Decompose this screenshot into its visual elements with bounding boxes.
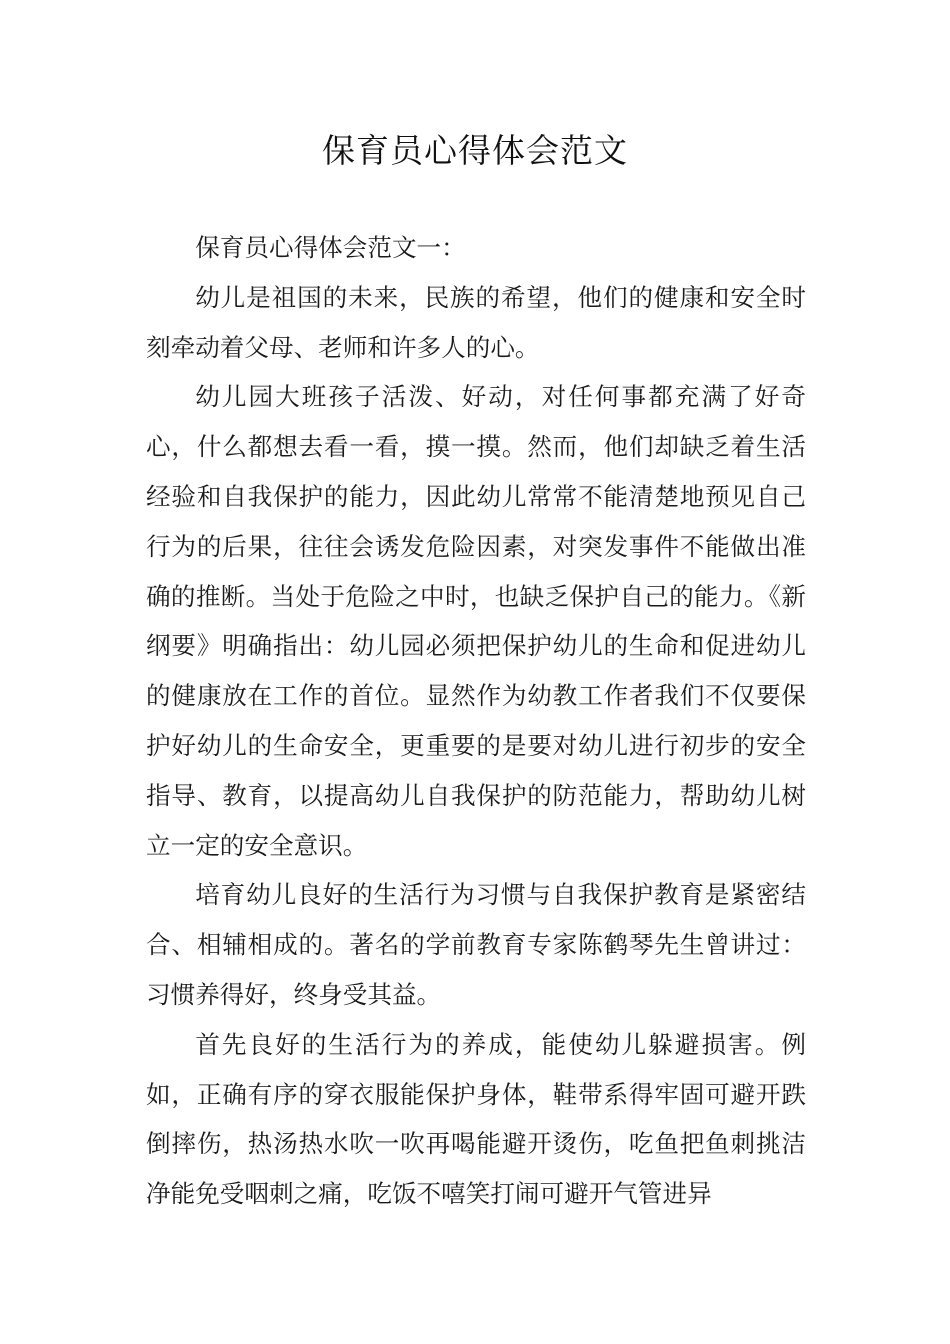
document-title: 保育员心得体会范文 — [322, 131, 628, 170]
paragraph: 幼儿是祖国的未来，民族的希望，他们的健康和安全时刻牵动着父母、老师和许多人的心。 — [146, 282, 806, 362]
paragraph: 幼儿园大班孩子活泼、好动，对任何事都充满了好奇心，什么都想去看一看，摸一摸。然而，他们却缺乏着生活经验和自我保护的能力，因此幼儿常常不能清楚地预见自己行为的后果，往往会诱发危险因素，对突发事件不能做出准确的推断。当处于危险之中时，也缺乏保护自己的能力。《新纲要》明确指出：幼儿园必须把保护幼儿的生命和促进幼儿的健康放在工作的首位。显然作为幼教工作者我们不仅要保护好幼儿的生命安全，更重要的是要对幼儿进行初步的安全指导、教育，以提高幼儿自我保护的防范能力，帮助幼儿树立一定的安全意识。 — [146, 382, 806, 860]
document-body — [146, 223, 806, 1219]
paragraph: 培育幼儿良好的生活行为习惯与自我保护教育是紧密结合、相辅相成的。著名的学前教育专家陈鹤琴先生曾讲过：习惯养得好，终身受其益。 — [146, 880, 806, 1009]
paragraph-section-heading: 保育员心得体会范文一： — [195, 233, 466, 262]
paragraph: 首先良好的生活行为的养成，能使幼儿躲避损害。例如，正确有序的穿衣服能保护身体，鞋带系得牢固可避开跌倒摔伤，热汤热水吹一吹再喝能避开烫伤，吃鱼把鱼刺挑洁净能免受咽刺之痛，吃饭不嘻笑打闹可避开气管进异 — [146, 1029, 806, 1209]
